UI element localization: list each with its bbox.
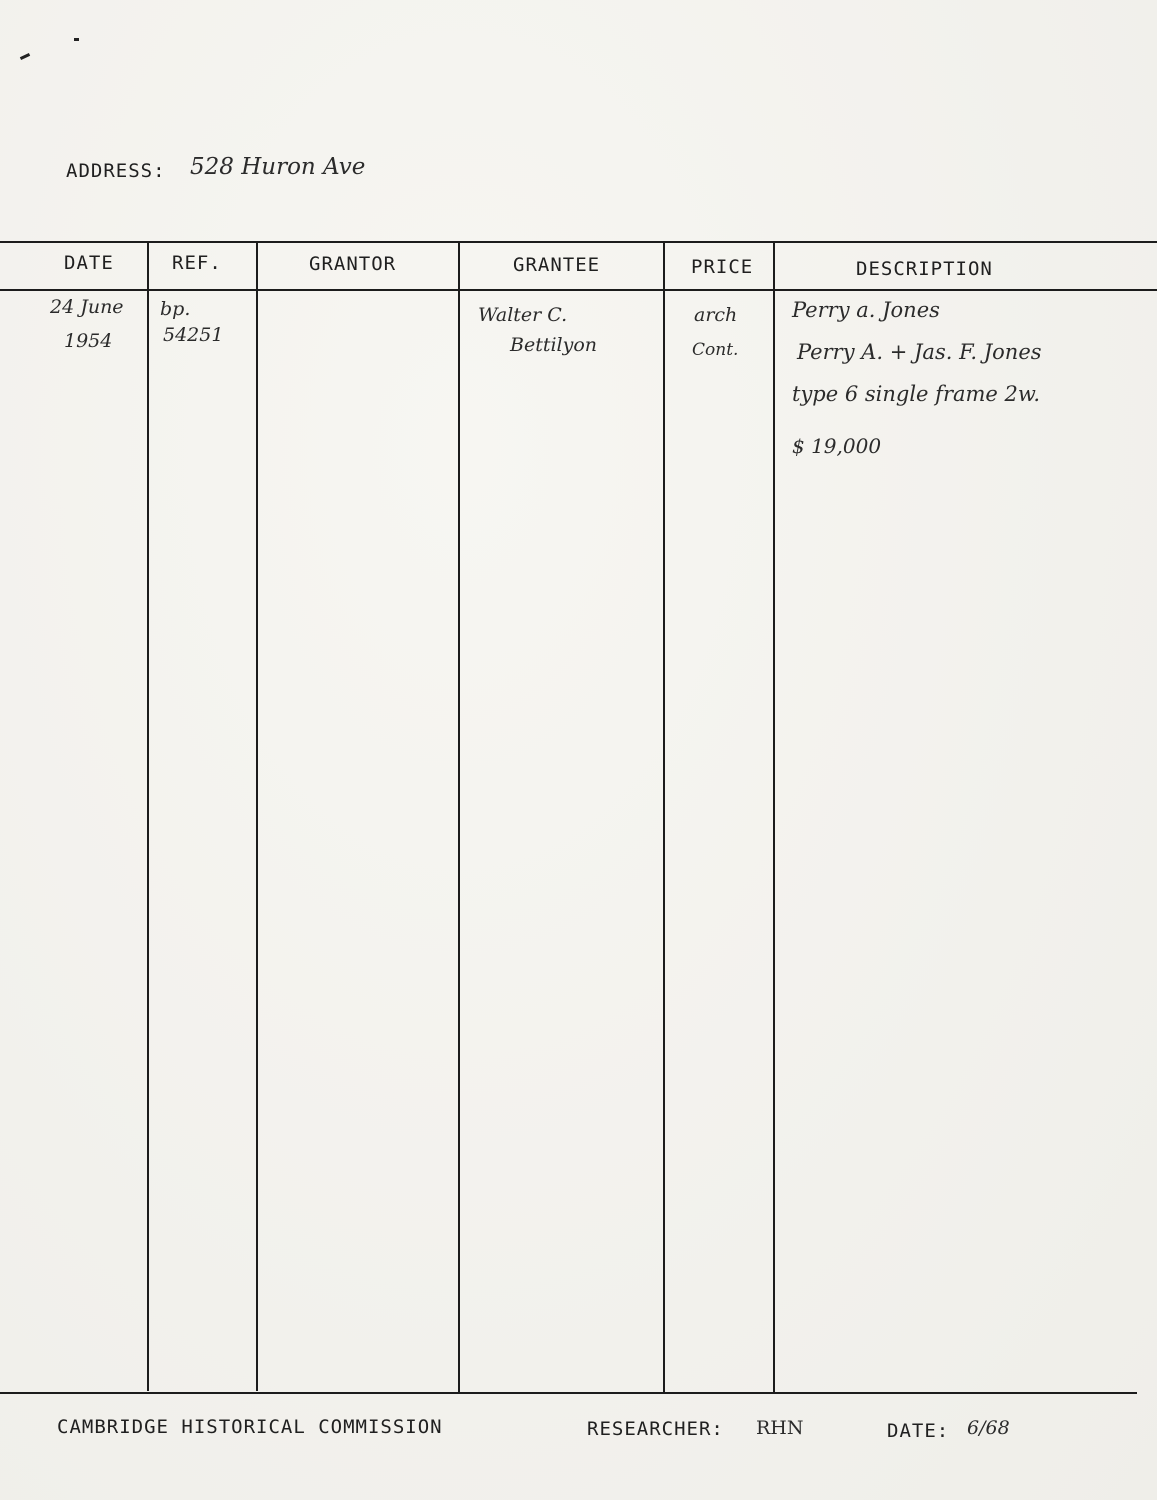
footer-researcher-value: RHN bbox=[756, 1417, 804, 1439]
column-header-price: PRICE bbox=[691, 256, 754, 278]
cell-ref-line2: 54251 bbox=[163, 324, 224, 346]
column-divider bbox=[663, 241, 665, 1393]
table-bottom-rule bbox=[0, 1392, 1137, 1394]
column-header-date: DATE bbox=[64, 252, 114, 274]
address-value: 528 Huron Ave bbox=[190, 154, 366, 180]
footer-organization: CAMBRIDGE HISTORICAL COMMISSION bbox=[57, 1416, 443, 1438]
footer-researcher-label: RESEARCHER: bbox=[587, 1418, 724, 1440]
cell-description-line3: type 6 single frame 2w. bbox=[792, 382, 1041, 406]
cell-price-line2: Cont. bbox=[692, 340, 739, 360]
cell-description-line1: Perry a. Jones bbox=[792, 298, 940, 322]
table-header-rule bbox=[0, 289, 1157, 291]
cell-grantee-line2: Bettilyon bbox=[510, 334, 598, 356]
footer-date-value: 6/68 bbox=[967, 1417, 1010, 1439]
address-label: ADDRESS: bbox=[66, 160, 166, 182]
stray-mark bbox=[74, 38, 79, 41]
footer-date-label: DATE: bbox=[887, 1420, 950, 1442]
column-header-grantor: GRANTOR bbox=[309, 253, 397, 275]
column-divider bbox=[773, 241, 775, 1393]
cell-description-line2: Perry A. + Jas. F. Jones bbox=[797, 340, 1042, 364]
cell-date-line1: 24 June bbox=[50, 296, 124, 318]
column-header-description: DESCRIPTION bbox=[856, 258, 993, 280]
column-divider bbox=[256, 241, 258, 1391]
column-header-grantee: GRANTEE bbox=[513, 254, 601, 276]
table-top-rule bbox=[0, 241, 1157, 243]
cell-ref-line1: bp. bbox=[160, 298, 191, 320]
cell-grantee-line1: Walter C. bbox=[478, 304, 568, 326]
stray-mark bbox=[20, 53, 30, 60]
cell-description-line4: $ 19,000 bbox=[792, 434, 882, 458]
column-divider bbox=[147, 241, 149, 1391]
column-header-ref: REF. bbox=[172, 252, 222, 274]
cell-date-line2: 1954 bbox=[64, 330, 113, 352]
column-divider bbox=[458, 241, 460, 1393]
cell-price-line1: arch bbox=[694, 304, 738, 326]
